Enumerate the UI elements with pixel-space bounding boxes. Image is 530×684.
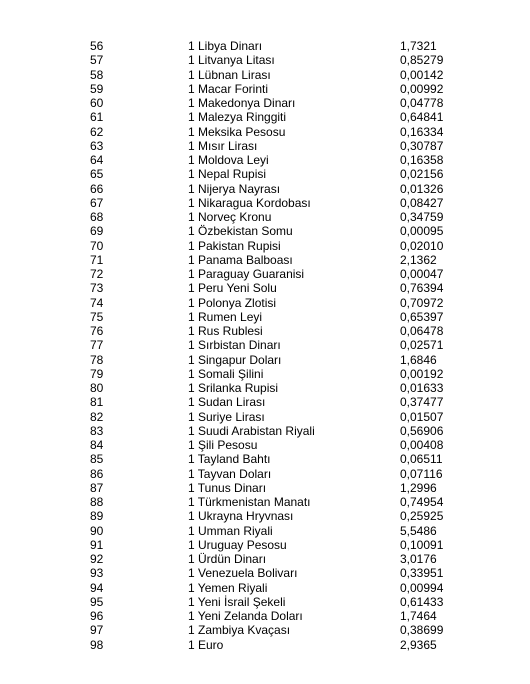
currency-name: 1 Polonya Zlotisi	[188, 295, 277, 310]
currency-name: 1 Türkmenistan Manatı	[188, 495, 311, 509]
currency-name: 1 Sudan Lirası	[188, 395, 266, 410]
table-row	[0, 53, 530, 67]
table-row	[0, 210, 530, 224]
table-row	[0, 524, 530, 538]
row-number: 86	[90, 466, 104, 481]
table-row	[0, 196, 530, 210]
currency-name: 1 Somali Şilini	[188, 366, 264, 381]
row-number: 60	[90, 96, 104, 110]
row-number: 70	[90, 238, 104, 253]
row-number: 80	[90, 381, 104, 395]
row-number: 97	[90, 623, 104, 638]
row-number: 69	[90, 224, 104, 239]
exchange-rate-value: 0,34759	[400, 210, 444, 224]
row-number: 61	[90, 110, 104, 125]
table-row	[0, 538, 530, 552]
row-number: 57	[90, 53, 104, 68]
row-number: 65	[90, 167, 104, 182]
table-row	[0, 424, 530, 438]
currency-name: 1 Meksika Pesosu	[188, 124, 286, 139]
currency-name: 1 Tayvan Doları	[188, 466, 272, 481]
table-row	[0, 410, 530, 424]
table-row	[0, 281, 530, 295]
currency-name: 1 Nijerya Nayrası	[188, 181, 281, 196]
exchange-rate-value: 0,74954	[400, 495, 444, 509]
row-number: 87	[90, 480, 104, 495]
currency-name: 1 Umman Riyali	[188, 523, 273, 538]
exchange-rate-value: 0,02156	[400, 167, 444, 182]
table-row	[0, 82, 530, 96]
table-row	[0, 381, 530, 395]
exchange-rate-value: 0,00192	[400, 366, 444, 381]
row-number: 89	[90, 509, 104, 524]
table-row	[0, 167, 530, 181]
currency-name: 1 Yeni Zelanda Doları	[188, 609, 303, 623]
exchange-rate-value: 0,00095	[400, 224, 444, 239]
exchange-rate-value: 0,00994	[400, 580, 444, 595]
exchange-rate-value: 0,33951	[400, 566, 444, 581]
exchange-rate-value: 0,01326	[400, 181, 444, 196]
currency-name: 1 Şili Pesosu	[188, 438, 258, 452]
table-row	[0, 467, 530, 481]
table-row	[0, 239, 530, 253]
table-row	[0, 296, 530, 310]
exchange-rate-value: 0,64841	[400, 110, 444, 125]
exchange-rate-table	[0, 39, 530, 652]
exchange-rate-value: 0,10091	[400, 537, 444, 552]
row-number: 93	[90, 566, 104, 581]
row-number: 95	[90, 594, 104, 609]
row-number: 56	[90, 39, 104, 53]
row-number: 83	[90, 423, 104, 438]
exchange-rate-value: 0,16334	[400, 124, 444, 139]
currency-name: 1 Sırbistan Dinarı	[188, 338, 281, 353]
currency-name: 1 Zambiya Kvaçası	[188, 623, 291, 638]
table-row	[0, 481, 530, 495]
row-number: 67	[90, 195, 104, 210]
currency-name: 1 Lübnan Lirası	[188, 67, 271, 82]
currency-name: 1 Paraguay Guaranisi	[188, 267, 305, 281]
exchange-rate-value: 0,65397	[400, 309, 444, 324]
currency-name: 1 Moldova Leyi	[188, 153, 269, 167]
currency-name: 1 Rus Rublesi	[188, 324, 263, 338]
table-row	[0, 68, 530, 82]
currency-name: 1 Srilanka Rupisi	[188, 381, 279, 395]
row-number: 78	[90, 352, 104, 367]
table-row	[0, 267, 530, 281]
currency-name: 1 Pakistan Rupisi	[188, 238, 281, 253]
exchange-rate-value: 1,7464	[400, 609, 437, 623]
exchange-rate-value: 0,06478	[400, 324, 444, 338]
row-number: 73	[90, 281, 104, 296]
exchange-rate-value: 0,00992	[400, 81, 444, 96]
exchange-rate-value: 5,5486	[400, 523, 437, 538]
currency-name: 1 Mısır Lirası	[188, 138, 258, 153]
table-row	[0, 338, 530, 352]
exchange-rate-value: 0,01633	[400, 381, 444, 395]
currency-name: 1 Rumen Leyi	[188, 309, 263, 324]
exchange-rate-value: 0,00047	[400, 267, 444, 281]
exchange-rate-value: 0,56906	[400, 423, 444, 438]
currency-name: 1 Tunus Dinarı	[188, 480, 267, 495]
currency-name: 1 Yemen Riyali	[188, 580, 268, 595]
exchange-rate-value: 1,6846	[400, 352, 437, 367]
row-number: 77	[90, 338, 104, 353]
exchange-rate-value: 0,85279	[400, 53, 444, 68]
table-row	[0, 224, 530, 238]
row-number: 63	[90, 138, 104, 153]
currency-name: 1 Singapur Doları	[188, 352, 282, 367]
exchange-rate-value: 0,02571	[400, 338, 444, 353]
currency-name: 1 Panama Balboası	[188, 252, 293, 267]
exchange-rate-value: 0,06511	[400, 452, 443, 467]
row-number: 96	[90, 609, 104, 623]
row-number: 84	[90, 438, 104, 452]
currency-name: 1 Euro	[188, 637, 224, 652]
row-number: 68	[90, 210, 104, 224]
row-number: 75	[90, 309, 104, 324]
currency-name: 1 Uruguay Pesosu	[188, 537, 287, 552]
currency-name: 1 Özbekistan Somu	[188, 224, 293, 239]
table-row	[0, 495, 530, 509]
row-number: 82	[90, 409, 104, 424]
exchange-rate-value: 0,08427	[400, 195, 444, 210]
table-row	[0, 581, 530, 595]
table-row	[0, 452, 530, 466]
exchange-rate-value: 3,0176	[400, 552, 437, 566]
row-number: 85	[90, 452, 104, 467]
table-row	[0, 638, 530, 652]
row-number: 92	[90, 552, 104, 566]
row-number: 72	[90, 267, 104, 281]
table-row	[0, 253, 530, 267]
row-number: 71	[90, 252, 104, 267]
table-row	[0, 509, 530, 523]
currency-name: 1 Malezya Ringgiti	[188, 110, 287, 125]
exchange-rate-value: 0,76394	[400, 281, 444, 296]
row-number: 59	[90, 81, 104, 96]
exchange-rate-value: 0,00142	[400, 67, 444, 82]
row-number: 64	[90, 153, 104, 167]
row-number: 58	[90, 67, 104, 82]
exchange-rate-value: 2,1362	[400, 252, 437, 267]
currency-name: 1 Suriye Lirası	[188, 409, 265, 424]
table-row	[0, 324, 530, 338]
exchange-rate-value: 0,00408	[400, 438, 444, 452]
row-number: 91	[90, 537, 104, 552]
exchange-rate-value: 0,16358	[400, 153, 444, 167]
row-number: 81	[90, 395, 104, 410]
exchange-rate-value: 0,01507	[400, 409, 444, 424]
exchange-rate-value: 0,38699	[400, 623, 444, 638]
table-row	[0, 153, 530, 167]
currency-name: 1 Nepal Rupisi	[188, 167, 267, 182]
row-number: 76	[90, 324, 104, 338]
row-number: 74	[90, 295, 104, 310]
row-number: 66	[90, 181, 104, 196]
table-row	[0, 110, 530, 124]
exchange-rate-value: 0,61433	[400, 594, 444, 609]
exchange-rate-value: 2,9365	[400, 637, 437, 652]
table-row	[0, 609, 530, 623]
row-number: 90	[90, 523, 104, 538]
table-row	[0, 310, 530, 324]
row-number: 79	[90, 366, 104, 381]
row-number: 88	[90, 495, 104, 509]
currency-name: 1 Nikaragua Kordobası	[188, 195, 311, 210]
currency-name: 1 Norveç Kronu	[188, 210, 272, 224]
currency-name: 1 Peru Yeni Solu	[188, 281, 277, 296]
table-row	[0, 438, 530, 452]
table-row	[0, 623, 530, 637]
exchange-rate-value: 0,37477	[400, 395, 444, 410]
table-row	[0, 96, 530, 110]
currency-name: 1 Litvanya Litası	[188, 53, 275, 68]
exchange-rate-value: 0,70972	[400, 295, 444, 310]
currency-name: 1 Ukrayna Hryvnası	[188, 509, 294, 524]
table-row	[0, 552, 530, 566]
table-row	[0, 39, 530, 53]
exchange-rate-value: 1,7321	[400, 39, 437, 53]
table-row	[0, 367, 530, 381]
exchange-rate-value: 1,2996	[400, 480, 437, 495]
currency-name: 1 Venezuela Bolivarı	[188, 566, 298, 581]
row-number: 98	[90, 637, 104, 652]
table-row	[0, 353, 530, 367]
row-number: 94	[90, 580, 104, 595]
exchange-rate-value: 0,07116	[400, 466, 443, 481]
exchange-rate-value: 0,04778	[400, 96, 444, 110]
row-number: 62	[90, 124, 104, 139]
table-row	[0, 125, 530, 139]
table-row	[0, 182, 530, 196]
table-row	[0, 395, 530, 409]
currency-name: 1 Macar Forinti	[188, 81, 269, 96]
table-row	[0, 566, 530, 580]
currency-name: 1 Makedonya Dinarı	[188, 96, 296, 110]
table-row	[0, 595, 530, 609]
currency-name: 1 Tayland Bahtı	[188, 452, 271, 467]
currency-name: 1 Suudi Arabistan Riyali	[188, 423, 315, 438]
currency-name: 1 Ürdün Dinarı	[188, 552, 267, 566]
exchange-rate-value: 0,25925	[400, 509, 444, 524]
exchange-rate-value: 0,02010	[400, 238, 444, 253]
table-row	[0, 139, 530, 153]
currency-name: 1 Yeni İsrail Şekeli	[188, 594, 286, 609]
exchange-rate-value: 0,30787	[400, 138, 444, 153]
currency-name: 1 Libya Dinarı	[188, 39, 263, 53]
